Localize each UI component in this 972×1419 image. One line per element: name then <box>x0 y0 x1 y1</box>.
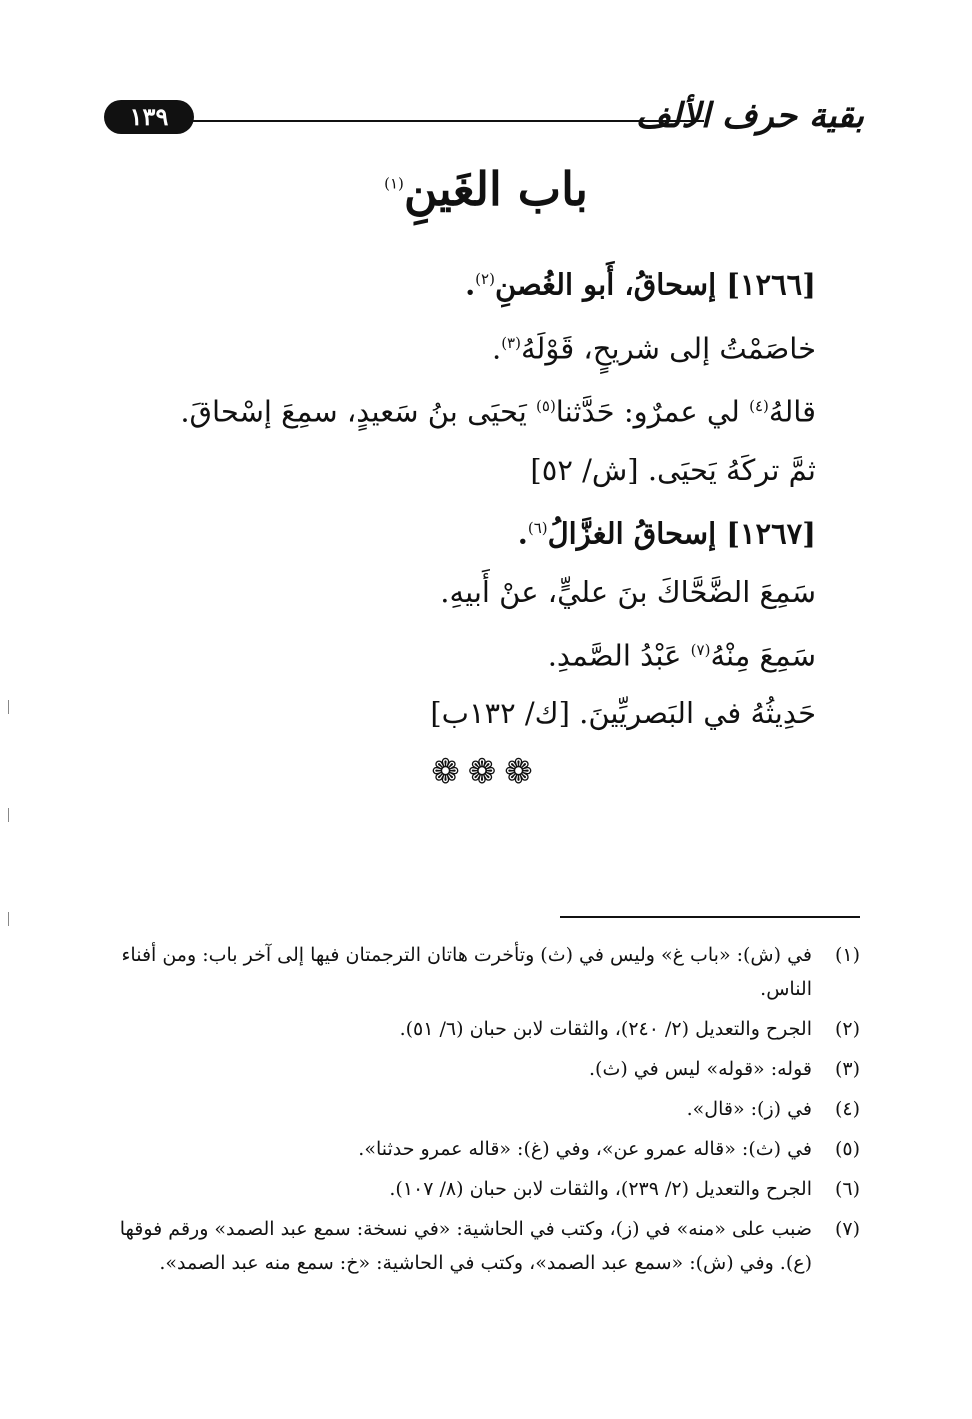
line-tail: يَحيَى بنُ سَعيدٍ، سمِعَ إسْحاقَ. <box>180 394 537 429</box>
footnote-item <box>110 1092 860 1126</box>
line-text: ثمَّ تركَهُ يَحيَى. [ش/ ٥٢] <box>530 452 816 487</box>
scan-margin-mark <box>8 912 9 926</box>
footnote-item <box>110 1172 860 1206</box>
chapter-footnote-ref: (١) <box>384 174 404 193</box>
footnote-text: الجرح والتعديل (٢/ ٢٤٠)، والثقات لابن حبان (٦/ ٥١). <box>399 1018 812 1040</box>
main-text <box>176 250 816 742</box>
footnote-text: الجرح والتعديل (٢/ ٢٣٩)، والثقات لابن حبان (٨/ ١٠٧). <box>389 1178 812 1200</box>
footnote-text: في (ث): «قاله عمرو عن»، وفي (غ): «قاله عمرو حدثنا». <box>358 1138 812 1160</box>
line-text: حَدِيثُهُ في البَصريِّينَ. [ك/ ١٣٢ب] <box>430 696 816 731</box>
text-line <box>176 377 816 441</box>
text-line <box>176 684 816 742</box>
line-tail: لي عمرٌو: حَدَّثنا <box>555 394 750 429</box>
line-tail: عَبْدُ الصَّمدِ. <box>547 638 691 673</box>
footnote-item <box>110 1212 860 1280</box>
text-line <box>176 563 816 621</box>
text-line <box>176 314 816 378</box>
footnote-item <box>110 1132 860 1166</box>
footnote-number: (٢) <box>834 1018 860 1040</box>
scan-margin-mark <box>8 808 9 822</box>
footnote-ref: (٢) <box>475 270 495 288</box>
line-text: سَمِعَ مِنْهُ <box>710 638 816 673</box>
footnote-number: (٥) <box>834 1138 860 1160</box>
footnote-text: قوله: «قوله» ليس في (ث). <box>589 1058 812 1080</box>
footnote-ref: (٦) <box>527 518 548 537</box>
footnote-number: (١) <box>834 944 860 966</box>
entry-heading <box>176 250 816 314</box>
running-header-title: بقية حرف الألف <box>635 96 864 136</box>
footnote-number: (٤) <box>834 1098 860 1120</box>
entry-heading-end: . <box>517 516 528 551</box>
footnote-ref: (٣) <box>501 333 521 352</box>
page-header <box>104 96 864 144</box>
header-rule <box>192 120 704 122</box>
text-line <box>176 441 816 499</box>
entry-heading-end: . <box>465 267 476 302</box>
chapter-title <box>0 162 972 216</box>
scan-margin-mark <box>8 700 9 714</box>
footnote-text: في (ز): «قال». <box>686 1098 812 1120</box>
footnote-ref: (٧) <box>690 640 711 659</box>
footnote-text: في (ش): «باب غ» وليس في (ث) وتأخرت هاتان الترجمتان فيها إلى آخر باب: ومن أفناء الناس. <box>121 944 812 1000</box>
section-end-ornament: ❁❁❁ <box>431 752 541 792</box>
entry-heading-text: [١٢٦٧] إسحاقُ الغزَّالُ <box>547 516 816 551</box>
footnote-number: (٧) <box>834 1218 860 1240</box>
footnotes <box>110 938 860 1286</box>
page-number: ١٣٩ <box>104 100 194 134</box>
line-tail: . <box>491 331 502 366</box>
text-line <box>176 621 816 685</box>
footnote-item <box>110 1012 860 1046</box>
line-text: قالهُ <box>768 394 816 429</box>
footnote-ref: (٤) <box>749 397 769 416</box>
line-text: خاصَمْتُ إلى شريحٍ، قَوْلَهُ <box>520 331 816 366</box>
footnote-number: (٦) <box>834 1178 860 1200</box>
footnote-ref: (٥) <box>536 397 556 416</box>
footnote-item <box>110 1052 860 1086</box>
footnote-item <box>110 938 860 1006</box>
chapter-title-text: باب الغَينِ <box>403 162 588 216</box>
footnote-text: ضبب على «منه» في (ز)، وكتب في الحاشية: «في نسخة: سمع عبد الصمد» ورقم فوقها (ع). وفي (ش): «سمع عبد الصمد»، وكتب في الحاشية: «خ: سمع منه عبد الصمد». <box>119 1218 812 1274</box>
footnote-separator <box>560 916 860 918</box>
line-text: سَمِعَ الضَّحَّاكَ بنَ عليٍّ، عنْ أَبيهِ. <box>440 574 816 609</box>
entry-heading-text: [١٢٦٦] إسحاقُ، أَبو الغُصنِ <box>494 267 816 302</box>
entry-heading <box>176 499 816 563</box>
footnote-number: (٣) <box>834 1058 860 1080</box>
